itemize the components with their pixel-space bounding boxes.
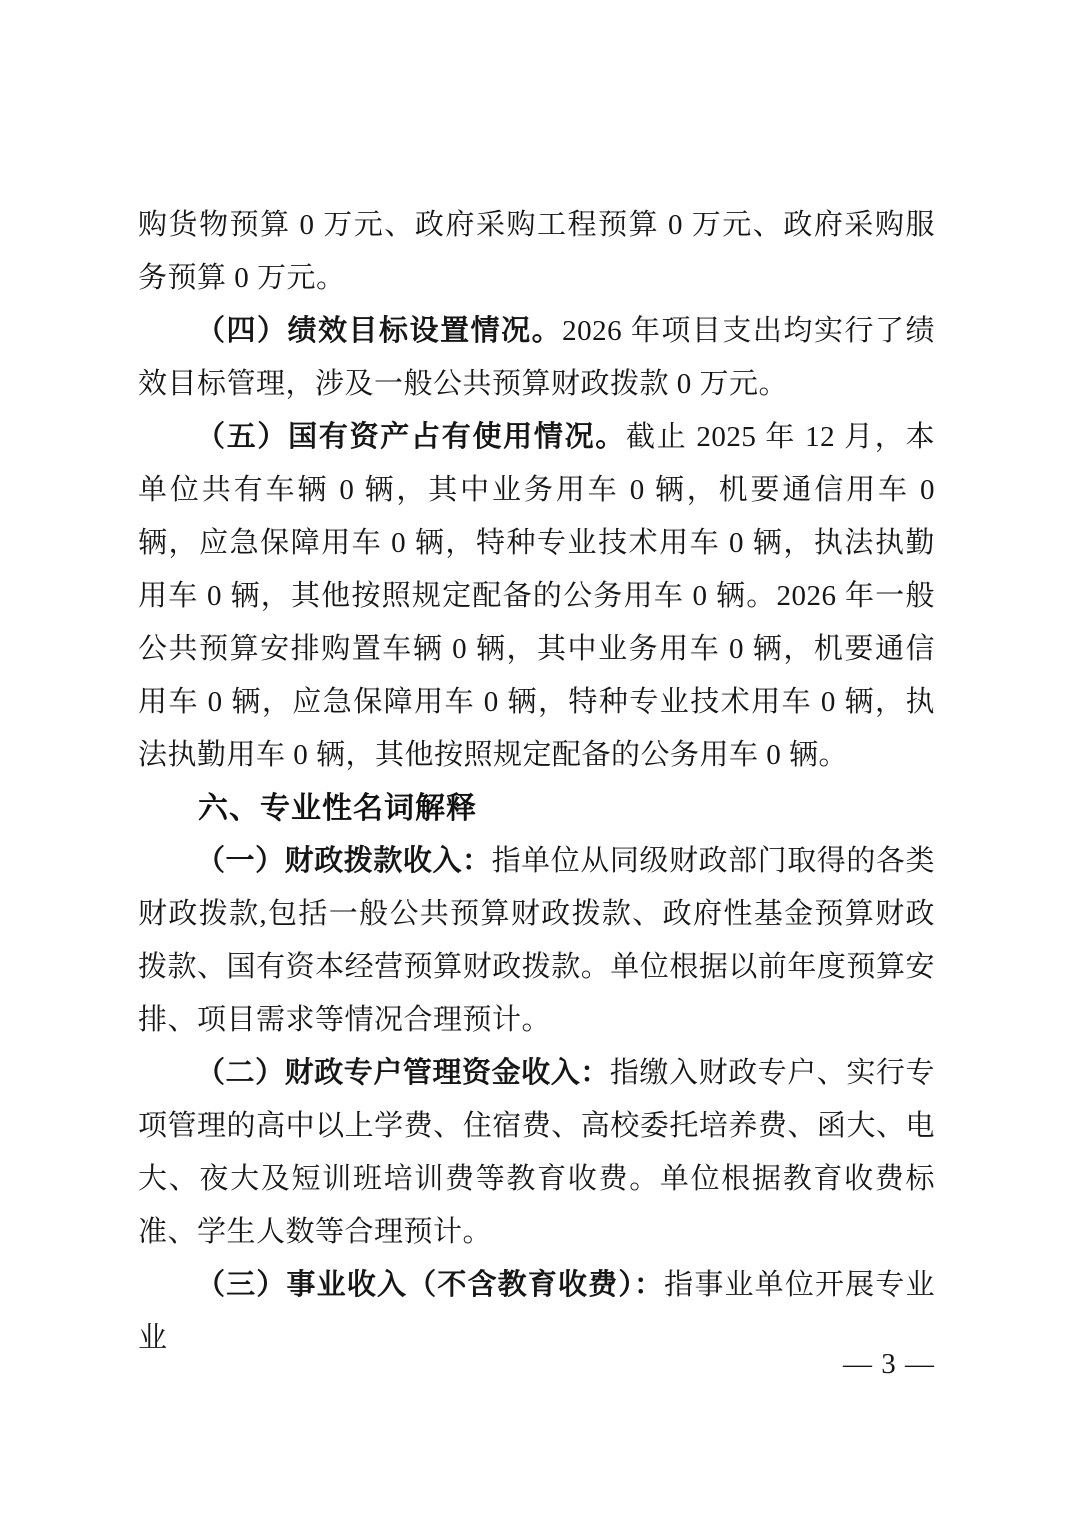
section-heading-terms — [138, 782, 935, 835]
paragraph-lead: （四）绩效目标设置情况。 — [196, 315, 563, 347]
paragraph-text: 指单位从同级财政部门取得的各类财政拨款,包括一般公共预算财政拨款、政府性基金预算财政拨款、国有资本经营预算财政拨款。单位根据以前年度预算安排、项目需求等情况合理预计。 — [138, 845, 935, 1036]
paragraph-state-assets — [138, 411, 935, 782]
paragraph-term-special-account-funds — [138, 1047, 935, 1259]
paragraph-procurement-continuation — [138, 199, 935, 305]
paragraph-text: 指缴入财政专户、实行专项管理的高中以上学费、住宿费、高校委托培养费、函大、电大、夜大及短训班培训费等教育收费。单位根据教育收费标准、学生人数等合理预计。 — [138, 1057, 935, 1248]
paragraph-lead: （五）国有资产占有使用情况。 — [196, 421, 627, 453]
paragraph-text: 购货物预算 0 万元、政府采购工程预算 0 万元、政府采购服务预算 0 万元。 — [138, 209, 935, 294]
paragraph-lead: （二）财政专户管理资金收入： — [196, 1057, 610, 1089]
paragraph-text: 指事业单位开展专业业 — [138, 1269, 935, 1354]
page-number: — 3 — — [843, 1348, 935, 1380]
paragraph-lead: （三）事业收入（不含教育收费）： — [196, 1269, 665, 1301]
paragraph-text: 截止 2025 年 12 月，本单位共有车辆 0 辆，其中业务用车 0 辆，机要通信用车 0 辆，应急保障用车 0 辆，特种专业技术用车 0 辆，执法执勤用车 0 辆，其他按照规定配备的公务用车 0 辆。2026 年一般公共预算安排购置车辆 0 辆，其中业务用车 0 辆，机要通信用车 0 辆，应急保障用车 0 辆，特种专业技术用车 0 辆，执法执勤用车 0 辆，其他按照规定配备的公务用车 0 辆。 — [138, 421, 935, 771]
document-body — [138, 199, 935, 1365]
paragraph-term-operational-income — [138, 1259, 935, 1365]
paragraph-lead: （一）财政拨款收入： — [196, 845, 492, 877]
paragraph-performance-goals — [138, 305, 935, 411]
paragraph-term-fiscal-appropriation — [138, 835, 935, 1047]
paragraph-text: 2026 年项目支出均实行了绩效目标管理，涉及一般公共预算财政拨款 0 万元。 — [138, 315, 935, 400]
heading-text: 六、专业性名词解释 — [198, 792, 477, 825]
